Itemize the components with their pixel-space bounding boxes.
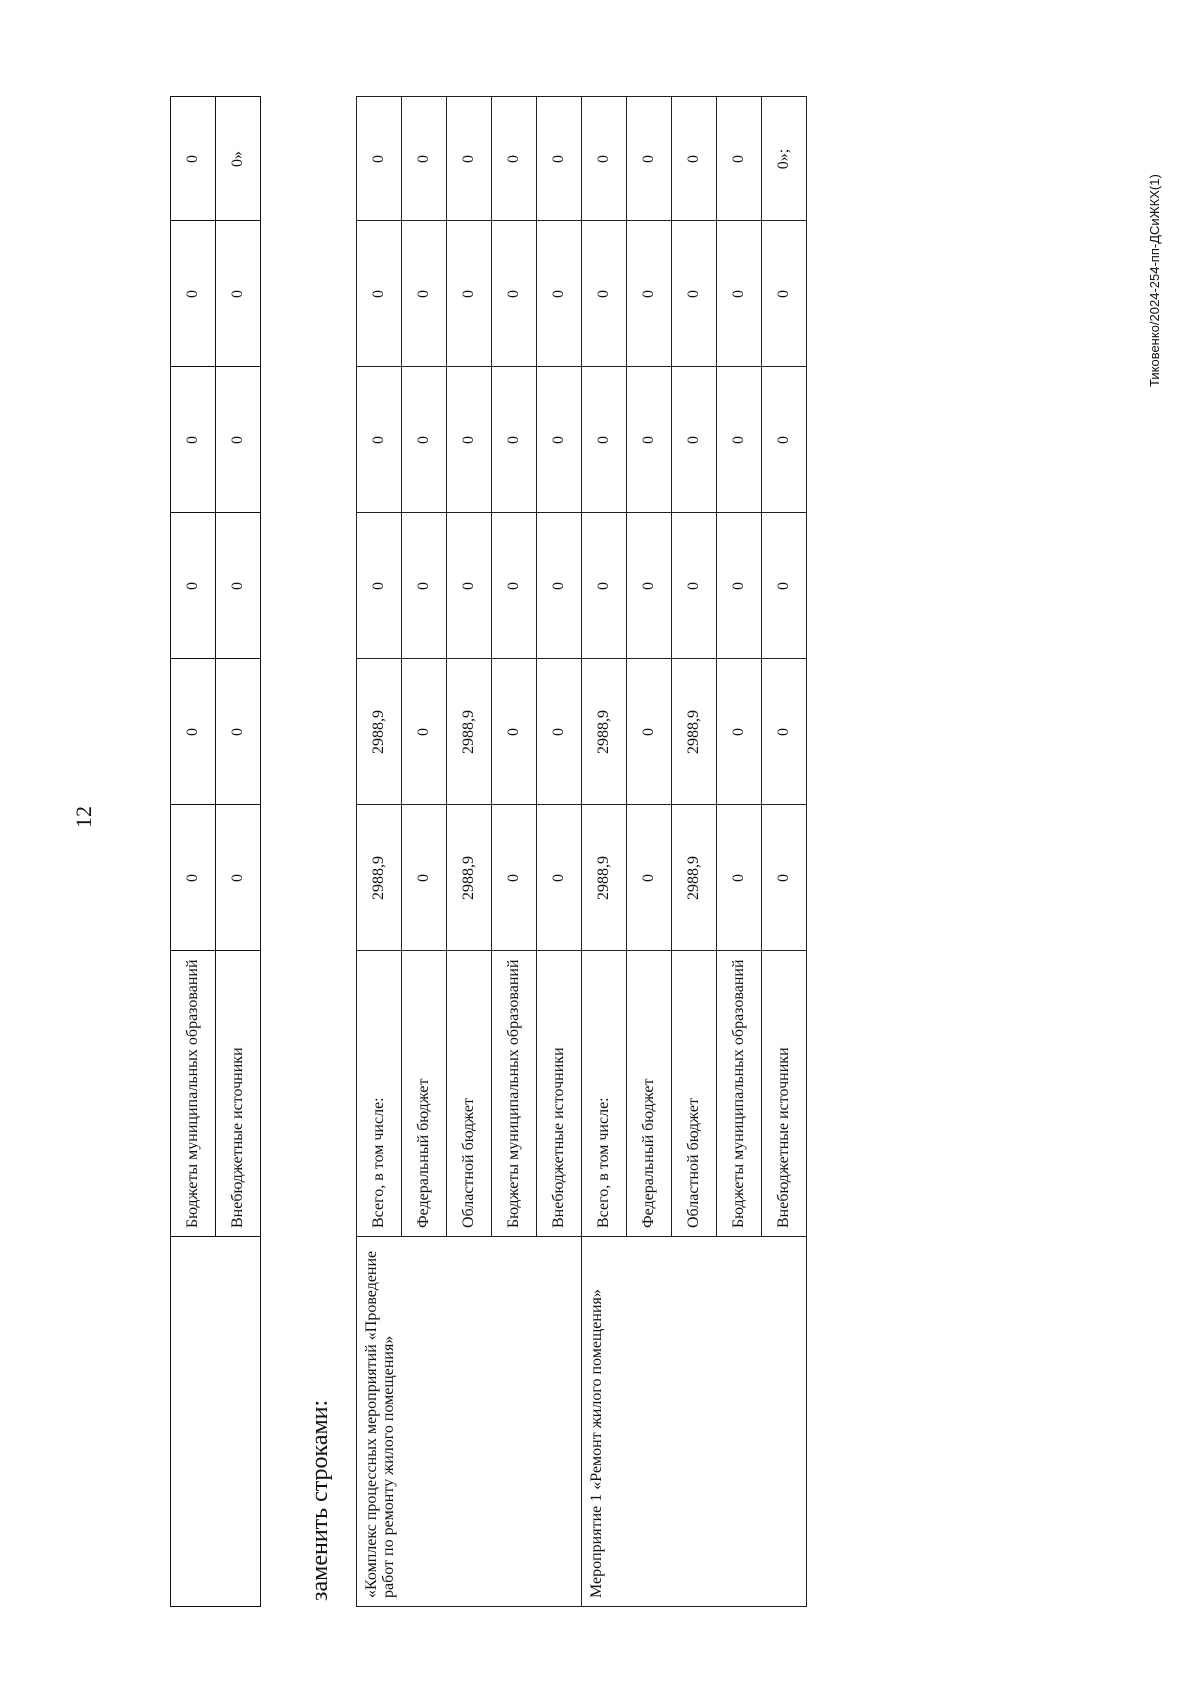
replacement-rows-table	[356, 96, 807, 1607]
value-cell: 0	[717, 513, 762, 659]
table-row	[582, 97, 627, 1607]
value-cell: 0	[357, 221, 402, 367]
value-cell: 0	[357, 97, 402, 221]
value-cell: 0	[672, 221, 717, 367]
value-cell: 0	[537, 97, 582, 221]
value-cell: 0	[672, 367, 717, 513]
source-cell: Всего, в том числе:	[357, 951, 402, 1237]
value-cell: 0	[762, 659, 807, 805]
value-cell: 0	[171, 97, 216, 221]
value-cell: 0	[627, 659, 672, 805]
source-cell: Федеральный бюджет	[627, 951, 672, 1237]
value-cell: 0	[582, 367, 627, 513]
value-cell: 0	[582, 513, 627, 659]
value-cell: 0	[582, 221, 627, 367]
value-cell: 0	[171, 805, 216, 951]
value-cell: 0	[216, 367, 261, 513]
value-cell: 0	[537, 659, 582, 805]
value-cell: 2988,9	[357, 659, 402, 805]
source-cell: Бюджеты муниципальных образований	[717, 951, 762, 1237]
value-cell: 0	[537, 367, 582, 513]
value-cell: 0	[627, 367, 672, 513]
value-cell: 2988,9	[582, 805, 627, 951]
value-cell: 0	[717, 659, 762, 805]
value-cell: 0	[627, 221, 672, 367]
value-cell: 0	[627, 805, 672, 951]
page-number: 12	[71, 806, 96, 828]
replace-caption: заменить строками:	[307, 1399, 333, 1601]
value-cell: 0	[447, 97, 492, 221]
source-cell: Внебюджетные источники	[537, 951, 582, 1237]
value-cell: 0	[402, 97, 447, 221]
value-cell: 0	[627, 513, 672, 659]
value-cell: 2988,9	[672, 659, 717, 805]
source-cell: Внебюджетные источники	[762, 951, 807, 1237]
value-cell: 0	[447, 221, 492, 367]
source-cell: Бюджеты муниципальных образований	[171, 951, 216, 1237]
value-cell: 0	[717, 221, 762, 367]
value-cell: 0	[717, 805, 762, 951]
source-cell: Областной бюджет	[447, 951, 492, 1237]
value-cell: 0	[717, 367, 762, 513]
value-cell: 0	[537, 805, 582, 951]
value-cell: 0	[717, 97, 762, 221]
value-cell: 0	[357, 513, 402, 659]
value-cell: 0	[537, 513, 582, 659]
table-row	[171, 97, 216, 1607]
value-cell: 0	[447, 367, 492, 513]
program-name-cell: «Комплекс процессных мероприятий «Проведение работ по ремонту жилого помещения»	[357, 1237, 582, 1607]
source-cell: Внебюджетные источники	[216, 951, 261, 1237]
value-cell: 0	[672, 513, 717, 659]
value-cell: 0	[537, 221, 582, 367]
source-cell: Областной бюджет	[672, 951, 717, 1237]
table-row	[357, 97, 402, 1607]
value-cell: 0	[357, 367, 402, 513]
source-cell: Федеральный бюджет	[402, 951, 447, 1237]
value-cell: 0	[402, 513, 447, 659]
value-cell: 0	[402, 367, 447, 513]
value-cell: 0	[402, 805, 447, 951]
value-cell: 2988,9	[582, 659, 627, 805]
value-cell: 0	[762, 221, 807, 367]
document-code: Тиковенко/2024-254-пп-ДСиЖКХ(1)	[1147, 174, 1162, 387]
value-cell: 0	[171, 659, 216, 805]
name-cell	[171, 1237, 261, 1607]
value-cell: 0	[492, 659, 537, 805]
value-cell: 0	[171, 513, 216, 659]
value-cell: 0	[627, 97, 672, 221]
value-cell: 0	[672, 97, 717, 221]
value-cell: 0»	[216, 97, 261, 221]
value-cell: 0	[171, 367, 216, 513]
value-cell: 0	[492, 367, 537, 513]
previous-rows-table	[170, 96, 261, 1607]
value-cell: 0	[492, 513, 537, 659]
value-cell: 0	[216, 805, 261, 951]
value-cell: 0	[402, 659, 447, 805]
value-cell: 0	[402, 221, 447, 367]
value-cell: 0	[216, 221, 261, 367]
value-cell: 0	[492, 221, 537, 367]
value-cell: 2988,9	[447, 805, 492, 951]
value-cell: 0»;	[762, 97, 807, 221]
value-cell: 0	[216, 513, 261, 659]
value-cell: 0	[492, 97, 537, 221]
value-cell: 0	[447, 513, 492, 659]
program-name-cell: Мероприятие 1 «Ремонт жилого помещения»	[582, 1237, 807, 1607]
value-cell: 0	[492, 805, 537, 951]
value-cell: 2988,9	[357, 805, 402, 951]
value-cell: 0	[582, 97, 627, 221]
value-cell: 2988,9	[672, 805, 717, 951]
source-cell: Всего, в том числе:	[582, 951, 627, 1237]
value-cell: 0	[216, 659, 261, 805]
value-cell: 0	[762, 513, 807, 659]
value-cell: 2988,9	[447, 659, 492, 805]
source-cell: Бюджеты муниципальных образований	[492, 951, 537, 1237]
value-cell: 0	[762, 805, 807, 951]
value-cell: 0	[762, 367, 807, 513]
value-cell: 0	[171, 221, 216, 367]
